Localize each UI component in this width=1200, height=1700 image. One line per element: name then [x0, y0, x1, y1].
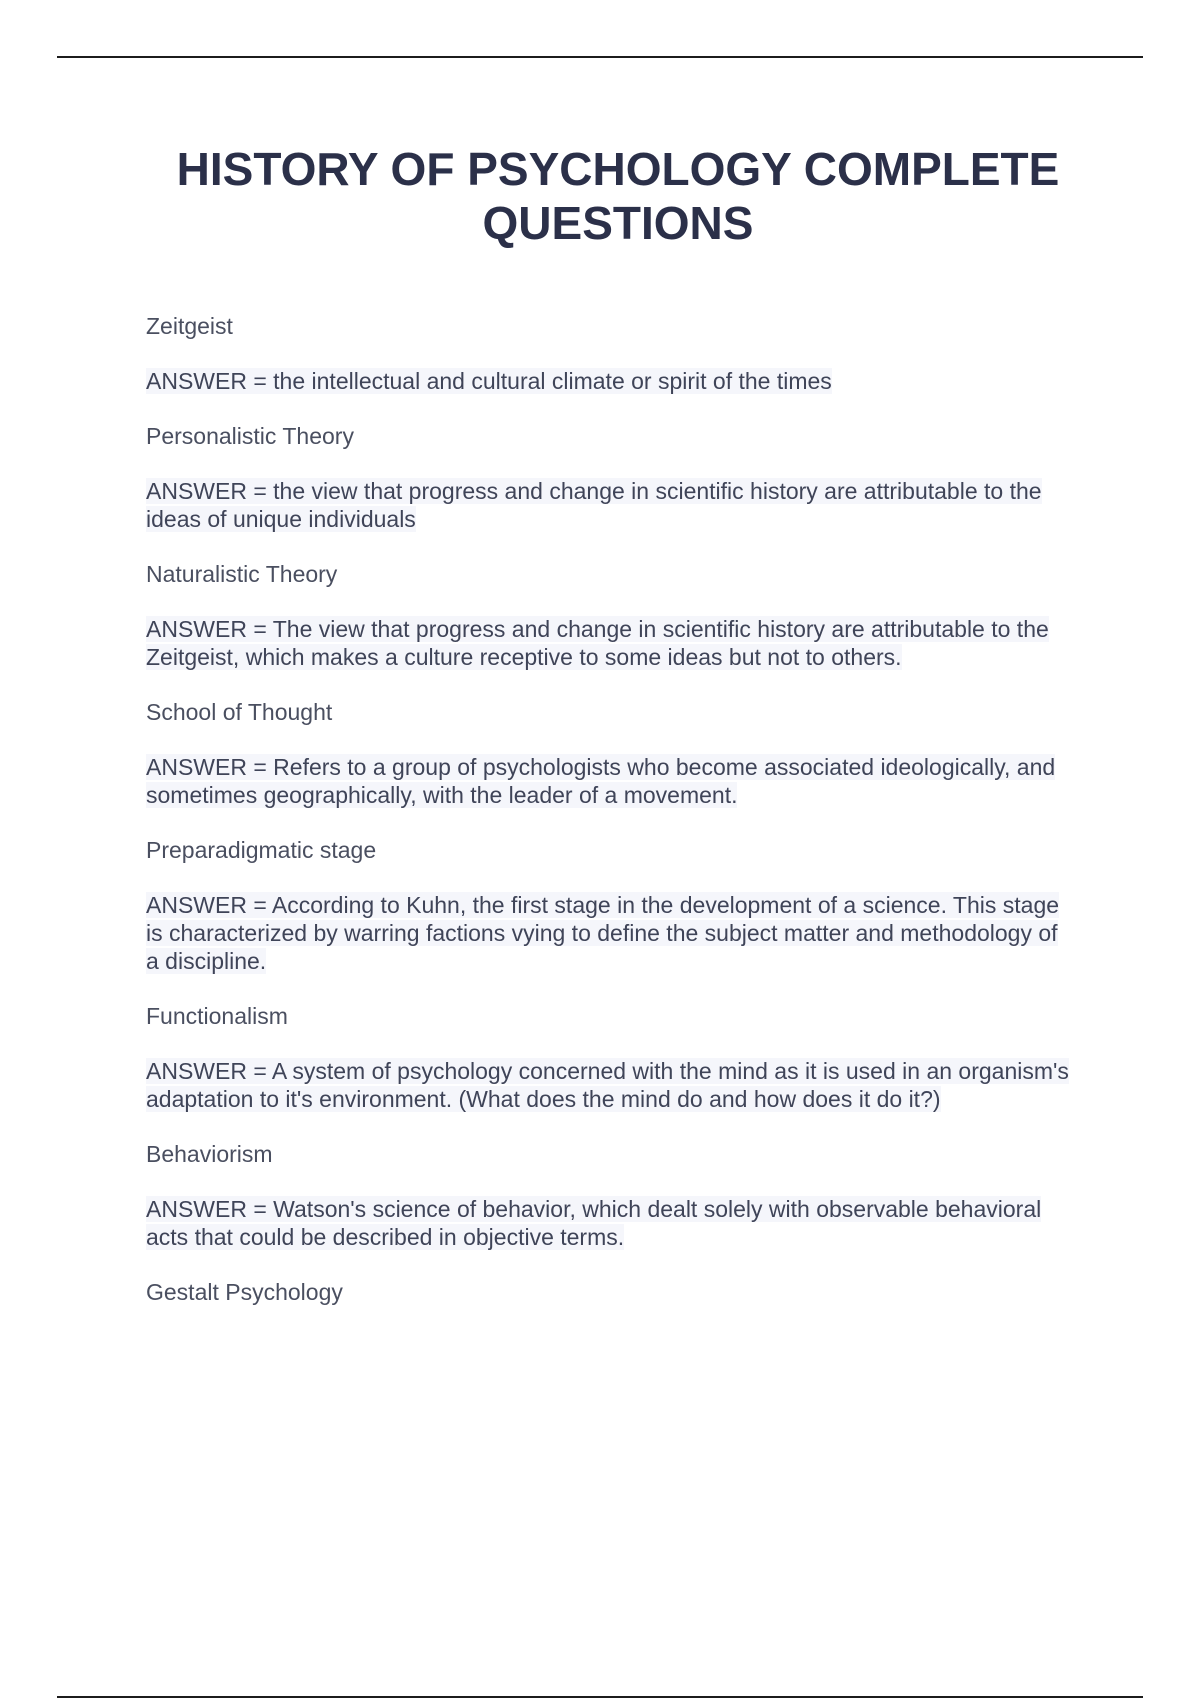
question-term: Naturalistic Theory [146, 561, 338, 587]
bottom-divider [57, 1696, 1143, 1698]
question-term: School of Thought [146, 699, 333, 725]
answer-highlight: ANSWER = Refers to a group of psychologists who become associated ideologically, and sometimes geographically, with the leader of a movement. [146, 754, 1056, 808]
question-term: Preparadigmatic stage [146, 837, 377, 863]
answer-text [146, 477, 1076, 533]
question-term: Functionalism [146, 1003, 288, 1029]
answer-highlight: ANSWER = the intellectual and cultural climate or spirit of the times [146, 368, 832, 394]
qa-item [146, 1002, 1076, 1113]
answer-text [146, 891, 1076, 975]
question-term: Behaviorism [146, 1141, 273, 1167]
question-list [146, 312, 1076, 1333]
qa-item [146, 1140, 1076, 1251]
qa-item [146, 836, 1076, 975]
qa-item [146, 422, 1076, 533]
top-divider [57, 56, 1143, 58]
answer-highlight: ANSWER = The view that progress and change in scientific history are attributable to the Zeitgeist, which makes a culture receptive to some ideas but not to others. [146, 616, 1049, 670]
answer-text [146, 615, 1076, 671]
qa-item [146, 698, 1076, 809]
answer-text [146, 1057, 1076, 1113]
question-term: Zeitgeist [146, 313, 233, 339]
answer-highlight: ANSWER = the view that progress and change in scientific history are attributable to the ideas of unique individuals [146, 478, 1042, 532]
question-term: Personalistic Theory [146, 423, 354, 449]
answer-highlight: ANSWER = Watson's science of behavior, which dealt solely with observable behavioral acts that could be described in objective terms. [146, 1196, 1042, 1250]
answer-text [146, 1195, 1076, 1251]
question-term: Gestalt Psychology [146, 1279, 343, 1305]
answer-highlight: ANSWER = A system of psychology concerned with the mind as it is used in an organism's adaptation to it's environment. (What does the mind do and how does it do it?) [146, 1058, 1069, 1112]
qa-item [146, 312, 1076, 395]
qa-item [146, 1278, 1076, 1306]
answer-text [146, 367, 1076, 395]
document-title: HISTORY OF PSYCHOLOGY COMPLETE QUESTIONS [176, 143, 1060, 249]
qa-item [146, 560, 1076, 671]
answer-highlight: ANSWER = According to Kuhn, the first stage in the development of a science. This stage is characterized by warring factions vying to define the subject matter and methodology of a discipline. [146, 892, 1060, 974]
answer-text [146, 753, 1076, 809]
